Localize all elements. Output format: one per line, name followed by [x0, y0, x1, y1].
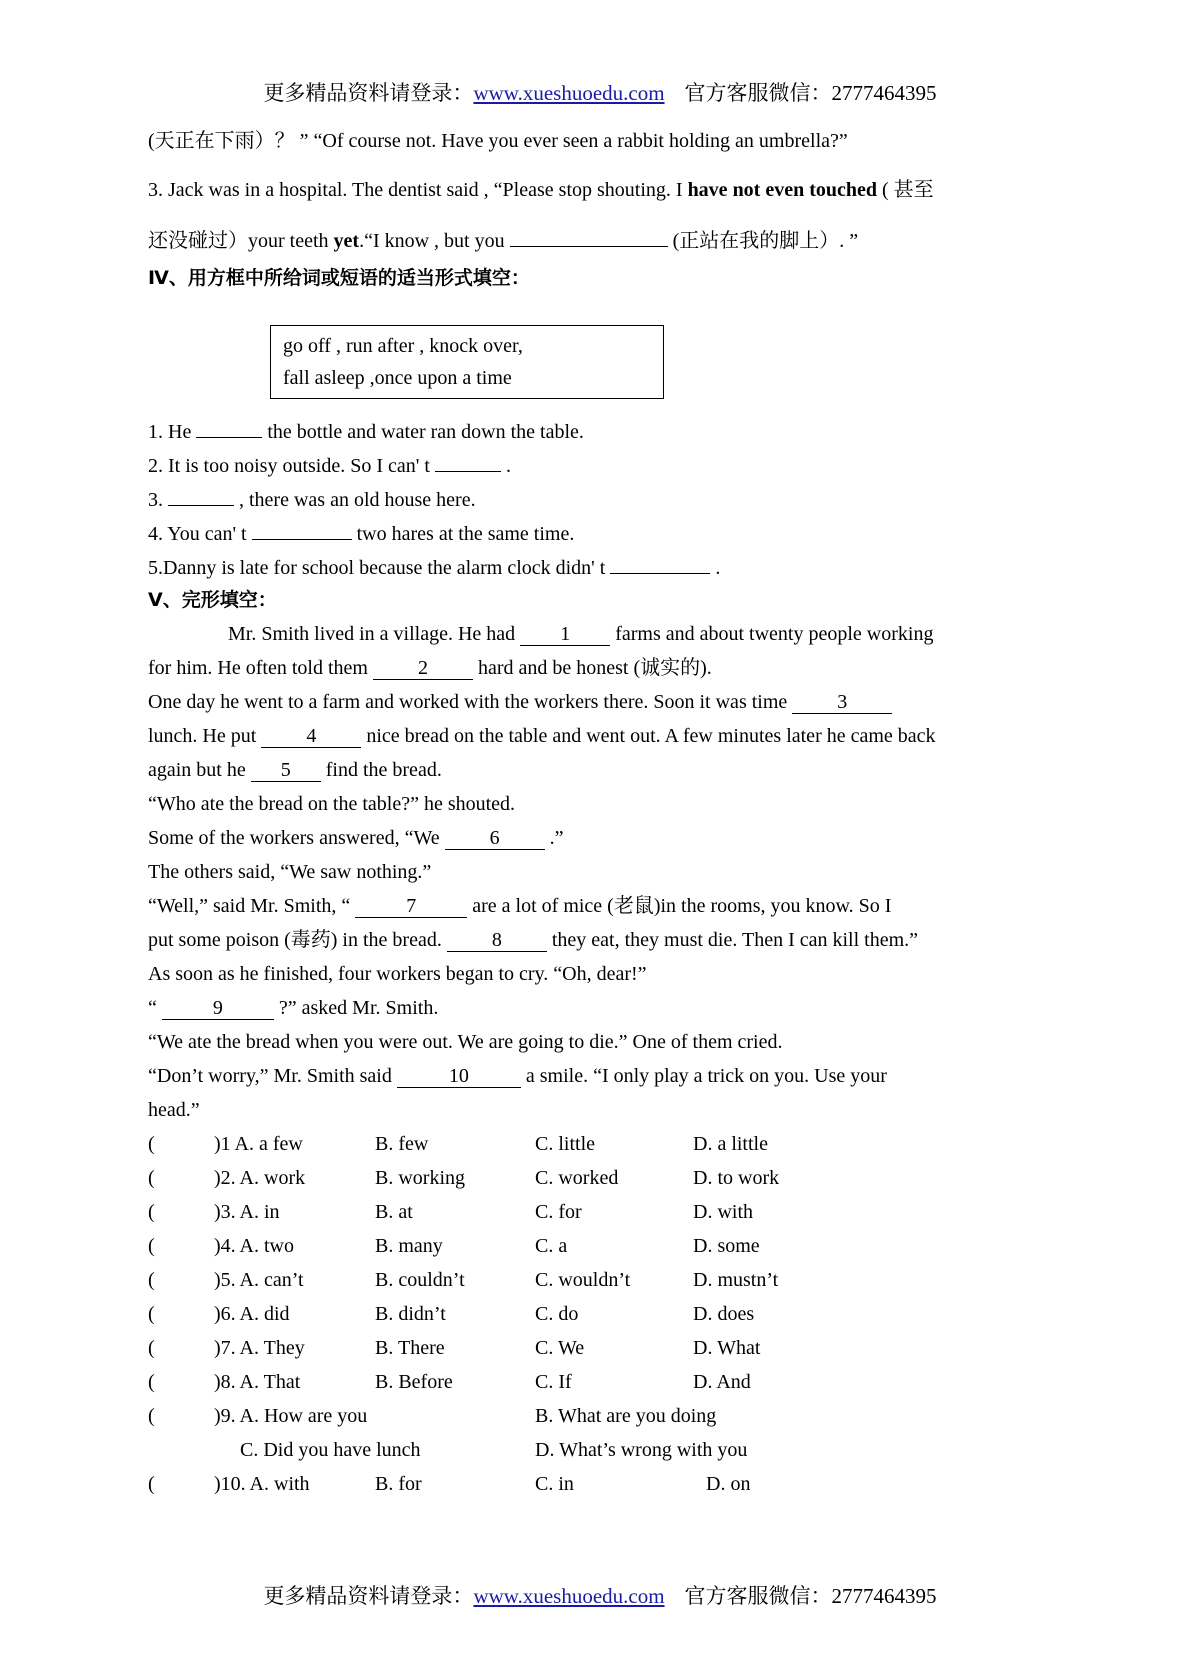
part4-item-4: 4. You can' t two hares at the same time. [148, 519, 574, 547]
answer-blank[interactable] [610, 553, 710, 574]
part3-q3-line1: 3. Jack was in a hospital. The dentist said , “Please stop shouting. I have not even touched ( 甚至 [148, 179, 934, 201]
passage-line-10: put some poison (毒药) in the bread. 8 they eat, they must die. Then I can kill them.” [148, 929, 919, 951]
header-site-link[interactable]: www.xueshuoedu.com [473, 81, 665, 105]
word-bank-box [270, 325, 664, 399]
cloze-blank-5[interactable]: 5 [251, 759, 321, 782]
answer-blank[interactable] [252, 519, 352, 540]
cloze-blank-2[interactable]: 2 [373, 657, 473, 680]
passage-line-12: “ 9 ?” asked Mr. Smith. [148, 997, 439, 1019]
cloze-blank-9[interactable]: 9 [162, 997, 274, 1020]
passage-line-8: The others said, “We saw nothing.” [148, 861, 432, 883]
cloze-blank-8[interactable]: 8 [447, 929, 547, 952]
passage-line-1: Mr. Smith lived in a village. He had 1 farms and about twenty people working [228, 623, 934, 645]
part3-q3-line2: 还没碰过）your teeth yet.“I know , but you (正站在我的脚上）. ” [148, 226, 858, 254]
part4-item-3: 3. , there was an old house here. [148, 485, 476, 513]
part3-line1: (天正在下雨）？ ” “Of course not. Have you ever seen a rabbit holding an umbrella?” [148, 130, 848, 152]
passage-line-9: “Well,” said Mr. Smith, “ 7 are a lot of mice (老鼠)in the rooms, you know. So I [148, 895, 892, 917]
cloze-blank-10[interactable]: 10 [397, 1065, 521, 1088]
answer-blank[interactable] [196, 417, 262, 438]
part5-heading: V、完形填空： [148, 589, 277, 611]
cloze-blank-6[interactable]: 6 [445, 827, 545, 850]
word-bank-line1: go off , run after , knock over, [283, 335, 523, 357]
passage-line-6: “Who ate the bread on the table?” he shouted. [148, 793, 516, 815]
passage-line-14: “Don’t worry,” Mr. Smith said 10 a smile. “I only play a trick on you. Use your [148, 1065, 887, 1087]
footer-prefix: 更多精品资料请登录： [263, 1584, 474, 1608]
header-wechat: 官方客服微信：2777464395 [684, 81, 937, 105]
passage-line-4: lunch. He put 4 nice bread on the table and went out. A few minutes later he came back [148, 725, 936, 747]
cloze-blank-4[interactable]: 4 [261, 725, 361, 748]
footer-wechat: 官方客服微信：2777464395 [684, 1584, 937, 1608]
passage-line-13: “We ate the bread when you were out. We are going to die.” One of them cried. [148, 1031, 783, 1053]
part4-item-5: 5.Danny is late for school because the alarm clock didn' t . [148, 553, 720, 581]
page-header [0, 77, 1200, 107]
footer-site-link[interactable]: www.xueshuoedu.com [473, 1584, 665, 1608]
header-prefix: 更多精品资料请登录： [263, 81, 474, 105]
answer-blank[interactable] [435, 451, 501, 472]
cloze-blank-7[interactable]: 7 [355, 895, 467, 918]
part4-item-2: 2. It is too noisy outside. So I can' t . [148, 451, 511, 479]
cloze-blank-3[interactable]: 3 [792, 691, 892, 714]
cloze-blank-1[interactable]: 1 [520, 623, 610, 646]
answer-blank[interactable] [510, 226, 668, 247]
word-bank-line2: fall asleep ,once upon a time [283, 367, 512, 389]
passage-line-7: Some of the workers answered, “We 6 .” [148, 827, 564, 849]
passage-line-3: One day he went to a farm and worked with the workers there. Soon it was time 3 [148, 689, 892, 715]
part4-heading: Ⅳ、用方框中所给词或短语的适当形式填空： [148, 267, 530, 289]
answer-blank[interactable] [168, 485, 234, 506]
passage-line-5: again but he 5 find the bread. [148, 759, 442, 781]
passage-line-15: head.” [148, 1099, 200, 1121]
page-footer [0, 1580, 1200, 1610]
part4-item-1: 1. He the bottle and water ran down the table. [148, 417, 584, 445]
passage-line-2: for him. He often told them 2 hard and be honest (诚实的). [148, 657, 712, 679]
passage-line-11: As soon as he finished, four workers began to cry. “Oh, dear!” [148, 963, 647, 985]
